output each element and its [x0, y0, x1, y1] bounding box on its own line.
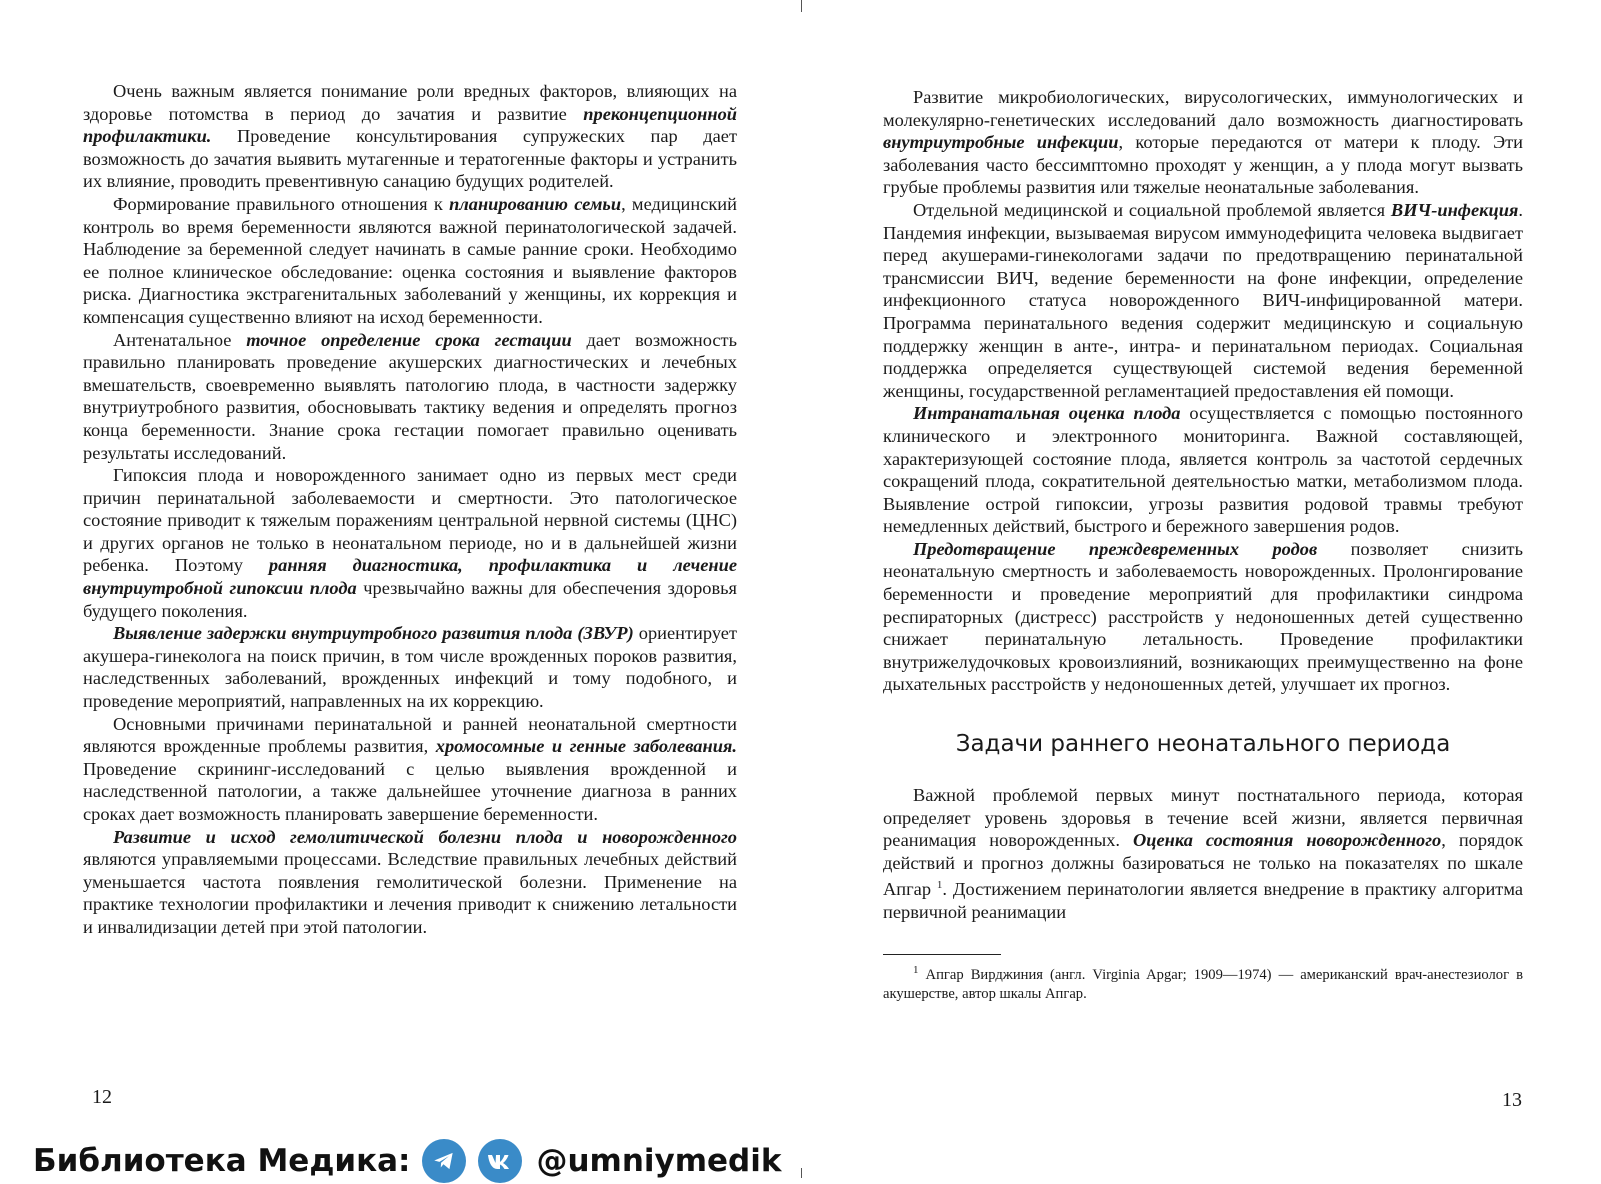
paragraph — [883, 784, 1523, 924]
text-run: Отдельной медицинской и социальной проблемой является — [913, 199, 1391, 220]
paragraph — [83, 80, 737, 193]
emphasis-text: Развитие и исход гемолитической болезни плода и новорожденного — [113, 826, 737, 847]
text-run: . Достижением перинатологии является внедрение в практику алгоритма первичной реанимации — [883, 879, 1523, 923]
emphasis-text: преконцепционной профилактики. — [83, 103, 737, 147]
text-run: , медицинский контроль во время беременности являются важной перинатологической задачей. Наблюдение за беременной следует начинать в самые ранние сроки. Необходимо ее полное клиническое обследование: оценка состояния и выявление факторов риска. Диагностика экстрагенитальных заболеваний у женщины, их коррекция и компенсация существенно влияют на исход беременности. — [83, 193, 737, 327]
text-run: Проведение консультирования супружеских пар дает возможность до зачатия выявить мутагенные и тератогенные факторы и устранить их влияние, проводить превентивную санацию будущих родителей. — [83, 126, 737, 192]
text-run: Антенатальное — [113, 329, 247, 350]
text-run: Формирование правильного отношения к — [113, 193, 450, 214]
footnote-marker: 1 — [913, 963, 919, 976]
text-run: , порядок действий и прогноз должны базироваться не только на показателях по шкале Апгар — [883, 830, 1523, 900]
emphasis-text: точное определение срока гестации — [246, 329, 572, 350]
footnote-divider — [883, 954, 1001, 955]
emphasis-text: хромосомные и генные заболевания. — [435, 736, 737, 757]
footnote-text: Апгар Вирджиния (англ. Virginia Apgar; 1909—1974) — американский врач-анестезиолог в акушерстве, автор шкалы Апгар. — [883, 966, 1523, 1002]
section-heading: Задачи раннего неонатального периода — [955, 731, 1451, 758]
page-number-right: 13 — [1502, 1089, 1522, 1111]
text-run: ориентирует акушера-гинеколога на поиск причин, в том числе врожденных пороков развития, наследственных заболеваний, врожденных инфекций и тому подобного, и проведение мероприятий, направленных на их коррекцию. — [83, 623, 737, 712]
text-run: Основными причинами перинатальной и ранней неонатальной смертности являются врожденные проблемы развития, — [83, 713, 737, 757]
footer-banner — [33, 1138, 782, 1184]
emphasis-text: ранняя диагностика, профилактика и лечение внутриутробной гипоксии плода — [83, 555, 737, 599]
text-run: , которые передаются от матери к плоду. Эти заболевания часто бессимптомно проходят у женщин, а у плода могут вызвать грубые проблемы развития или тяжелые неонатальные заболевания. — [883, 132, 1523, 198]
paragraph — [83, 329, 737, 465]
telegram-icon[interactable] — [422, 1139, 466, 1183]
text-run: Развитие микробиологических, вирусологических, иммунологических и молекулярно-генетических исследований дало возможность диагностировать — [883, 87, 1523, 130]
paragraph — [83, 193, 737, 329]
left-page — [83, 80, 737, 939]
paragraph — [83, 464, 737, 622]
left-page-text — [83, 80, 737, 939]
page-spine-bottom — [801, 1168, 802, 1178]
text-run: позволяет снизить неонатальную смертность и заболеваемость новорожденных. Пролонгирование беременности и проведение мероприятий для профилактики синдрома респираторных (дистресс) расстройств у недоношенных детей существенно снижает перинатальную летальность. Проведение профилактики внутрижелудочковых кровоизлияний, возникающих преимущественно на фоне дыхательных расстройств у недоношенных детей, улучшает их прогноз. — [883, 538, 1523, 695]
text-run: Важной проблемой первых минут постнатального периода, которая определяет уровень здоровья в течение всей жизни, является первичная реанимация новорожденных. — [883, 785, 1523, 851]
text-run: . Пандемия инфекции, вызываемая вирусом иммунодефицита человека выдвигает перед акушерами-гинекологами задачи по предотвращению перинатальной трансмиссии ВИЧ, ведение беременности на фоне инфекции, определение инфекционного статуса новорожденного ВИЧ-инфицированной матери. Программа перинатального ведения содержит медицинскую и социальную поддержку женщин в анте-, интра- и перинатальном периодах. Социальная поддержка определяется существующей системой ведения беременной женщины, государственной регламентацией предоставления ей помощи. — [883, 199, 1523, 401]
text-run: чрезвычайно важны для обеспечения здоровья будущего поколения. — [83, 578, 737, 621]
paragraph — [883, 402, 1523, 538]
text-run: осуществляется с помощью постоянного клинического и электронного мониторинга. Важной составляющей, характеризующей состояние плода, является контроль за частотой сердечных сокращений плода, сократительной деятельностью матки, метаболизмом плода. Выявление острой гипоксии, угрозы развития родовой травмы требуют немедленных действий, быстрого и бережного завершения родов. — [883, 403, 1523, 537]
paragraph — [83, 622, 737, 712]
right-page-text — [883, 86, 1523, 696]
emphasis-text: Выявление задержки внутриутробного развития плода (ЗВУР) — [113, 623, 634, 644]
footnote-reference: 1 — [936, 879, 943, 892]
text-run: дает возможность правильно планировать проведение акушерских диагностических и лечебных вмешательств, своевременно выявлять патологию плода, в частности задержку внутриутробного развития, обосновывать тактику ведения и определять прогноз конца беременности. Знание срока гестации помогает правильно оценивать результаты исследований. — [83, 329, 737, 463]
vk-icon[interactable] — [478, 1139, 522, 1183]
emphasis-text: Предотвращение преждевременных родов — [913, 538, 1318, 559]
paragraph — [883, 199, 1523, 402]
footnote — [883, 961, 1523, 1004]
text-run: Гипоксия плода и новорожденного занимает одно из первых мест среди причин перинатальной заболеваемости и смертности. Это патологическое состояние приводит к тяжелым поражениям центральной нервной системы (ЦНС) и других органов не только в неонатальном периоде, но и в дальнейшей жизни ребенка. Поэтому — [83, 465, 737, 576]
text-run: Очень важным является понимание роли вредных факторов, влияющих на здоровье потомства в период до зачатия и развитие — [83, 81, 737, 124]
text-run: являются управляемыми процессами. Вследствие правильных лечебных действий уменьшается частота появления гемолитической болезни. Применение на практике технологии профилактики и лечения приводит к снижению летальности и инвалидизации детей при этой патологии. — [83, 849, 737, 937]
footer-handle[interactable]: @umniymedik — [536, 1143, 782, 1179]
emphasis-text: планированию семьи — [449, 193, 622, 214]
emphasis-text: Оценка состояния новорожденного — [1132, 830, 1442, 851]
paragraph — [83, 713, 737, 826]
page-number-left: 12 — [92, 1086, 112, 1108]
emphasis-text: внутриутробные инфекции — [883, 132, 1119, 153]
paragraph — [83, 826, 737, 939]
right-page — [883, 86, 1523, 1004]
paragraph — [883, 86, 1523, 199]
emphasis-text: Интранатальная оценка плода — [913, 403, 1181, 424]
footer-label: Библиотека Медика: — [33, 1143, 411, 1179]
emphasis-text: ВИЧ-инфекция — [1390, 199, 1519, 220]
page-spine-top — [801, 0, 802, 12]
text-run: Проведение скрининг-исследований с целью выявления врожденной и наследственной патологии, а также дальнейшее уточнение диагноза в ранних сроках дает возможность планировать завершение беременности. — [83, 758, 737, 824]
paragraph — [883, 538, 1523, 696]
